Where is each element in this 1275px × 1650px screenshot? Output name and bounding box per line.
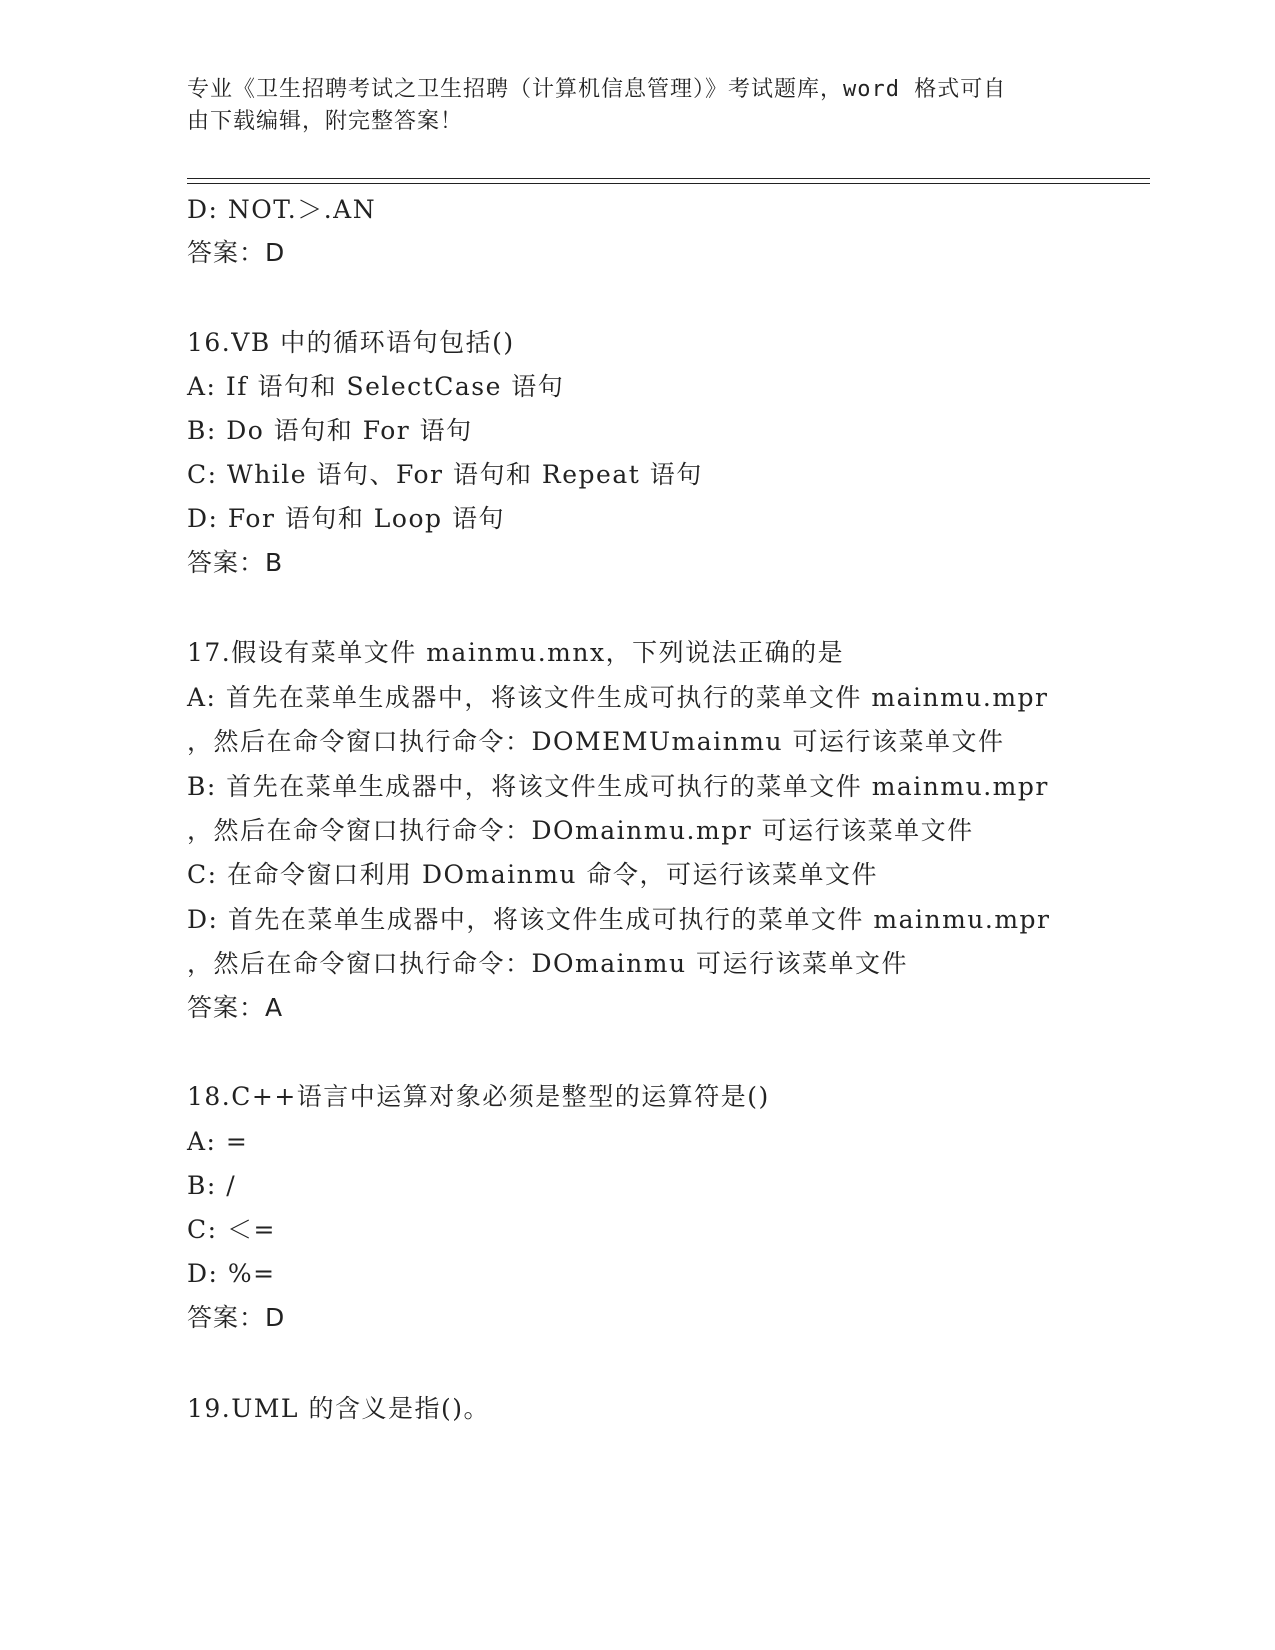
document-header bbox=[187, 74, 1087, 138]
answer: 答案：B bbox=[187, 548, 284, 577]
answer: 答案：A bbox=[187, 993, 284, 1022]
header-rule-bottom bbox=[187, 183, 1150, 184]
option-a: A: = bbox=[187, 1127, 249, 1156]
option-c: C: 在命令窗口利用 DOmainmu 命令，可运行该菜单文件 bbox=[187, 860, 878, 889]
option-a-continued: ，然后在命令窗口执行命令：DOMEMUmainmu 可运行该菜单文件 bbox=[187, 727, 1005, 756]
option-d: D: 首先在菜单生成器中，将该文件生成可执行的菜单文件 mainmu.mpr bbox=[187, 905, 1051, 934]
question-17-title: 17.假设有菜单文件 mainmu.mnx，下列说法正确的是 bbox=[187, 638, 845, 667]
option-b: B: Do 语句和 For 语句 bbox=[187, 416, 473, 445]
header-line-2: 由下载编辑，附完整答案！ bbox=[187, 109, 464, 134]
option-b: B: 首先在菜单生成器中，将该文件生成可执行的菜单文件 mainmu.mpr bbox=[187, 772, 1049, 801]
option-d: D: NOT.＞.AN bbox=[187, 195, 377, 224]
answer: 答案：D bbox=[187, 238, 286, 267]
option-b: B: / bbox=[187, 1171, 237, 1200]
option-d: D: For 语句和 Loop 语句 bbox=[187, 504, 505, 533]
header-rule-top bbox=[187, 178, 1150, 179]
answer: 答案：D bbox=[187, 1303, 286, 1332]
option-c: C: ＜= bbox=[187, 1215, 276, 1244]
option-a: A: 首先在菜单生成器中，将该文件生成可执行的菜单文件 mainmu.mpr bbox=[187, 683, 1049, 712]
header-line-1: 专业《卫生招聘考试之卫生招聘（计算机信息管理）》考试题库，word 格式可自 bbox=[187, 77, 1007, 102]
option-d-continued: ，然后在命令窗口执行命令：DOmainmu 可运行该菜单文件 bbox=[187, 949, 909, 978]
question-18-title: 18.C++语言中运算对象必须是整型的运算符是() bbox=[187, 1082, 770, 1111]
option-d: D: %= bbox=[187, 1259, 276, 1288]
option-b-continued: ，然后在命令窗口执行命令：DOmainmu.mpr 可运行该菜单文件 bbox=[187, 816, 974, 845]
option-a: A: If 语句和 SelectCase 语句 bbox=[187, 372, 565, 401]
option-c: C: While 语句、For 语句和 Repeat 语句 bbox=[187, 460, 703, 489]
question-16-title: 16.VB 中的循环语句包括() bbox=[187, 328, 515, 357]
question-19-title: 19.UML 的含义是指()。 bbox=[187, 1394, 490, 1423]
